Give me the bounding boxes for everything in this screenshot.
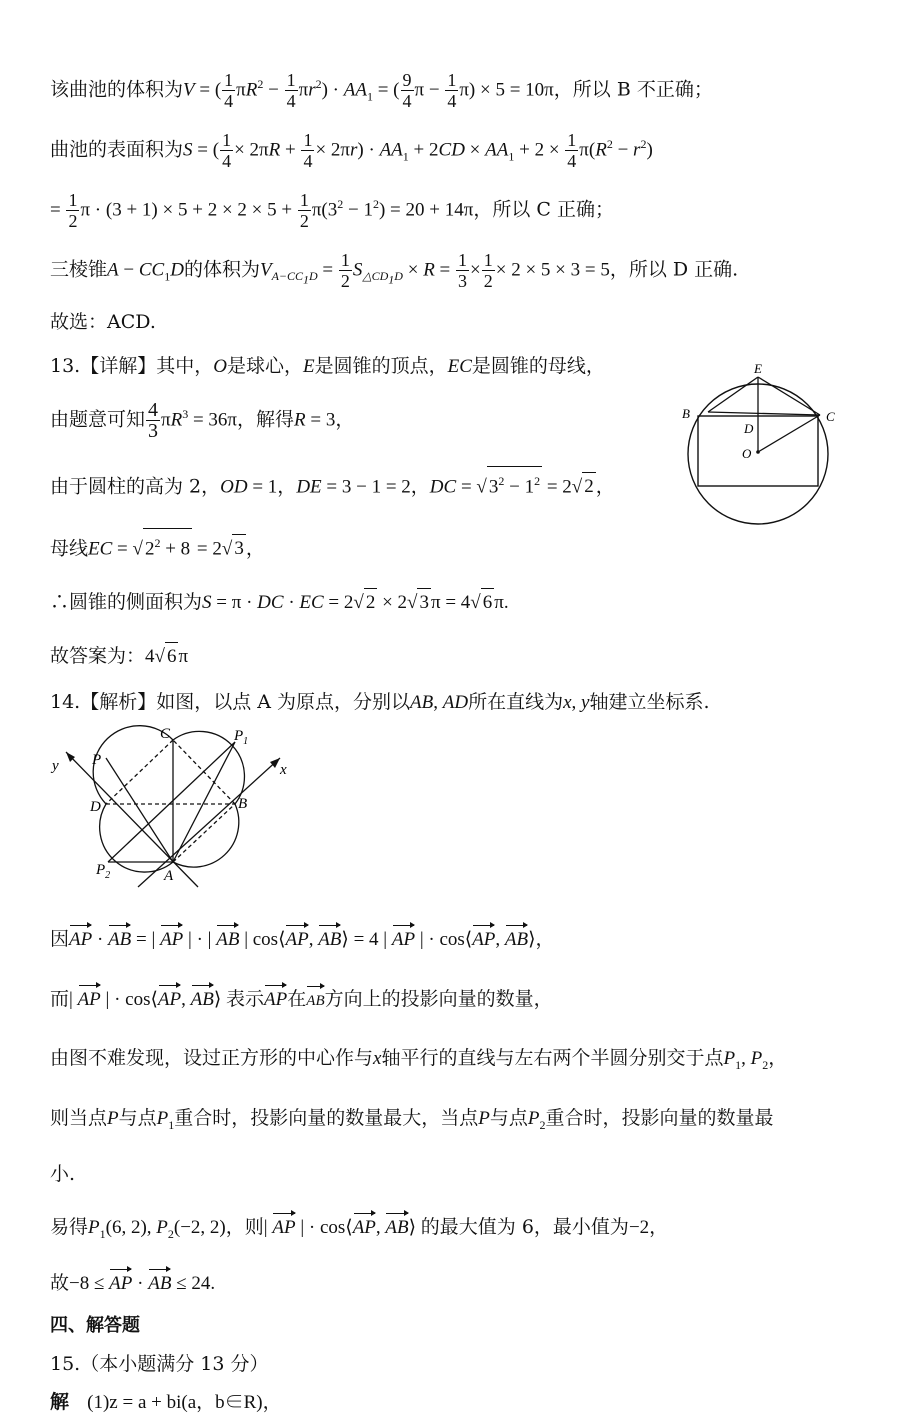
label-B: B [682, 406, 690, 421]
q13-ec-line: 母线EC = √ $2^2 + 8 = 2√$ 3 ， [50, 528, 265, 563]
label-D: D [90, 799, 101, 815]
label-D: D [744, 421, 754, 436]
q13-figure [670, 355, 850, 530]
label-x: x [280, 762, 287, 778]
label-y: y [52, 758, 59, 774]
label-C: C [826, 409, 835, 424]
q14-figure-observation-line: 由图不难发现，设过正方形的中心作与x轴平行的直线与左右两个半圆分别交于点$P_1$, $P_2$， [50, 1047, 788, 1072]
q14-dot-product-line: 因AP · AB = | AP | · | AB | cos⟨AP, AB⟩ = 4 | AP | · cos⟨AP, AB⟩， [50, 922, 555, 954]
section-heading: 四、解答题 [50, 1315, 140, 1336]
q14-intro: 14.【解析】如图，以点 A 为原点，分别以AB, AD所在直线为x, y轴建立坐标系. [50, 691, 710, 713]
label-C: C [160, 726, 171, 742]
label-A: A [164, 868, 174, 884]
arc-right-bottom [173, 804, 239, 867]
q15-line1: 解 (1)z = a + bi(a，b∈R)， [50, 1391, 282, 1413]
label-O: O [742, 446, 752, 461]
q15-heading: 15.（本小题满分 13 分） [50, 1353, 269, 1375]
q13-intro: 13.【详解】其中，O是球心，E是圆锥的顶点，EC是圆锥的母线， [50, 355, 605, 377]
label-P1: $P_1$ [234, 728, 249, 747]
label-B: B [238, 796, 248, 812]
q13-radius-line: 由题意可知 $\frac{4}{3}$ $\pi R^3 = 36\pi$，解得R = 3， [50, 399, 355, 442]
q14-continuation: 小. [50, 1163, 76, 1185]
q14-range-line: 故−8 ≤ AP · AB ≤ 24. [50, 1266, 215, 1298]
surface-area-line: 曲池的表面积为S = ( $\frac{1}{4}$ × 2πR + $\frac{1}{4}$ × $2\pi r) \cdot AA_1 + 2CD \times AA_1 + 2$ × $\frac{1}{4}$ $\pi(R^2 - r^2)$ [50, 130, 653, 171]
q14-projection-line: 而| AP | · cos⟨AP, AB⟩ 表示AP在AB方向上的投影向量的数量， [50, 982, 553, 1015]
q13-answer-line: 故答案为：4√ 6 π [50, 642, 188, 671]
label-P: P [92, 752, 102, 768]
q13-lateral-area-line: ∴圆锥的侧面积为S = π · DC · EC = 2√ 2 × 2√ 3 π = 4√ 6 π. [50, 588, 509, 617]
pyramid-volume-line: 三棱锥$A - CC_1D$的体积为$V_{A-CC_1D}$ = $\frac{1}{2}$ $S_{\triangle CD_1D} \times R$ = $\frac{1}{3}$ × $\frac{1}{2}$ × 2 × 5 × 3 = 5，所以 D 正确. [50, 250, 739, 291]
q14-points-line: 易得$P_1(6$, 2), $P_2(-2$, 2)，则| AP | · cos⟨AP, AB⟩ 的最大值为 6，最小值为−2， [50, 1210, 668, 1248]
surface-area-result-line: = $\frac{1}{2}$ π · (3 + 1) × 5 + 2 × 2 × 5 + $\frac{1}{2}$ $\pi(3^2 - 1^2) = 20 + 14\pi$，所以 C 正确； [50, 190, 614, 231]
q14-figure [48, 722, 308, 892]
answer-choice-line: 故选：ACD. [50, 311, 156, 333]
q13-dc-line: 由于圆柱的高为 2，OD = 1，DE = 3 − 1 = 2，DC = √ $3^2 - 1^2 = 2√$ 2 ， [50, 466, 615, 501]
q14-max-min-line: 则当点P与点$P_1$重合时，投影向量的数量最大，当点P与点$P_2$重合时，投影向量的数量最 [50, 1107, 774, 1132]
label-E: E [754, 361, 762, 376]
volume-line: 该曲池的体积为V = ( $\frac{1}{4}$ $\pi R^2$ − $\frac{1}{4}$ $\pi r^2) \cdot AA_1$ = ( $\frac{9}{4}$ π − $\frac{1}{4}$ π) × 5 = 10π，所以 B 不正确； [50, 70, 713, 111]
label-P2: $P_2$ [96, 862, 111, 881]
